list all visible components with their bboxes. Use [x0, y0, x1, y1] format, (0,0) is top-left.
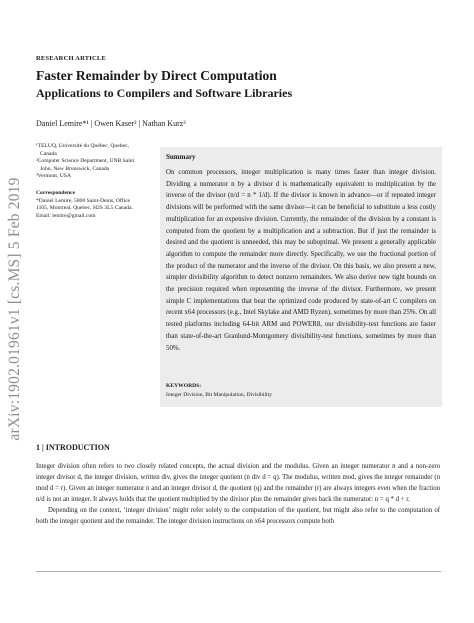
- affiliations: [36, 143, 154, 181]
- keywords-title: KEYWORDS:: [166, 383, 202, 389]
- affiliation-line: ¹TELUQ, Université du Québec, Quebec,: [36, 143, 129, 149]
- section-heading: 1 | INTRODUCTION: [36, 443, 110, 452]
- correspondence-line: 1105, Montreal, Quebec, H2S 3L5 Canada.: [36, 205, 133, 212]
- correspondence-block: [36, 190, 154, 220]
- author-list: Daniel Lemire*¹ | Owen Kaser² | Nathan Kurz³: [36, 119, 186, 128]
- paper-subtitle: Applications to Compilers and Software Libraries: [36, 86, 293, 100]
- intro-paragraph: Depending on the context, ‘integer division’ might refer solely to the computation of the quotient, but might also refer to the computation of both the integer quotient and the remainder. The integer division instructions on x64 processors compute both: [36, 507, 440, 526]
- keywords-text: Integer Division, Bit Manipulation, Divisibility: [166, 392, 272, 398]
- paper-title: Faster Remainder by Direct Computation: [36, 68, 277, 83]
- footer-divider: [36, 571, 441, 572]
- affiliation-line: John, New Brunswick, Canada: [40, 165, 110, 172]
- article-type: RESEARCH ARTICLE: [36, 55, 106, 62]
- correspondence-title: Correspondence: [36, 190, 76, 196]
- intro-paragraph: Integer division often refers to two closely related concepts, the actual division and the modulus. Given an integer numerator n and a non-zero integer divisor d, the integer division, written div, gives the integer quotient (n div d = q). The modulus, written mod, gives the integer remainder (n mod d = r). Given an integer numerator n and an integer divisor d, the quotient (q) and the remainder (r) are always integers even when the fraction n/d is not an integer. It always holds that the quotient multiplied by the divisor plus the remainder gives back the numerator: n = q * d + r.: [36, 463, 440, 504]
- affiliation-line: Canada: [40, 150, 57, 157]
- arxiv-stamp: arXiv:1902.01961v1 [cs.MS] 5 Feb 2019: [6, 177, 23, 441]
- correspondence-line: *Daniel Lemire, 5800 Saint-Denis, Office: [36, 197, 131, 204]
- summary-box: [160, 147, 442, 407]
- intro-body: [36, 461, 440, 528]
- affiliation-line: ³Vermont, USA: [36, 173, 71, 180]
- summary-text: On common processors, integer multiplication is many times faster than integer division. Dividing a numerator n by a divisor d is mathematically equivalent to multiplication by the inverse of the divisor (n/d = n * 1/d). If the divisor is known in advance—or if repeated integer divisions will be performed with the same divisor—it can be beneficial to substitute a less costly multiplication for an expensive division. Currently, the remainder of the division by a constant is computed from the quotient by a multiplication and a subtraction. But if just the remainder is desired and the quotient is unneeded, this may be suboptimal. We present a generally applicable algorithm to compute the remainder more directly. Specifically, we use the fractional portion of the product of the numerator and the inverse of the divisor. On this basis, we also present a new, simpler divisibility algorithm to detect nonzero remainders. We also derive new tight bounds on the precision required when representing the inverse of the divisor. Furthermore, we present simple C implementations that beat the optimized code produced by state-of-art C compilers on recent x64 processors (e.g., Intel Skylake and AMD Ryzen), sometimes by more than 25%. On all tested platforms including 64-bit ARM and POWER8, our divisibility-test functions are faster than state-of-the-art Granlund-Montgomery divisibility-test functions, sometimes by more than 50%.: [166, 169, 436, 352]
- affiliation-line: ²Computer Science Department, UNB Saint: [36, 158, 135, 165]
- correspondence-line: Email: lemire@gmail.com: [36, 212, 96, 219]
- summary-title: Summary: [166, 153, 196, 161]
